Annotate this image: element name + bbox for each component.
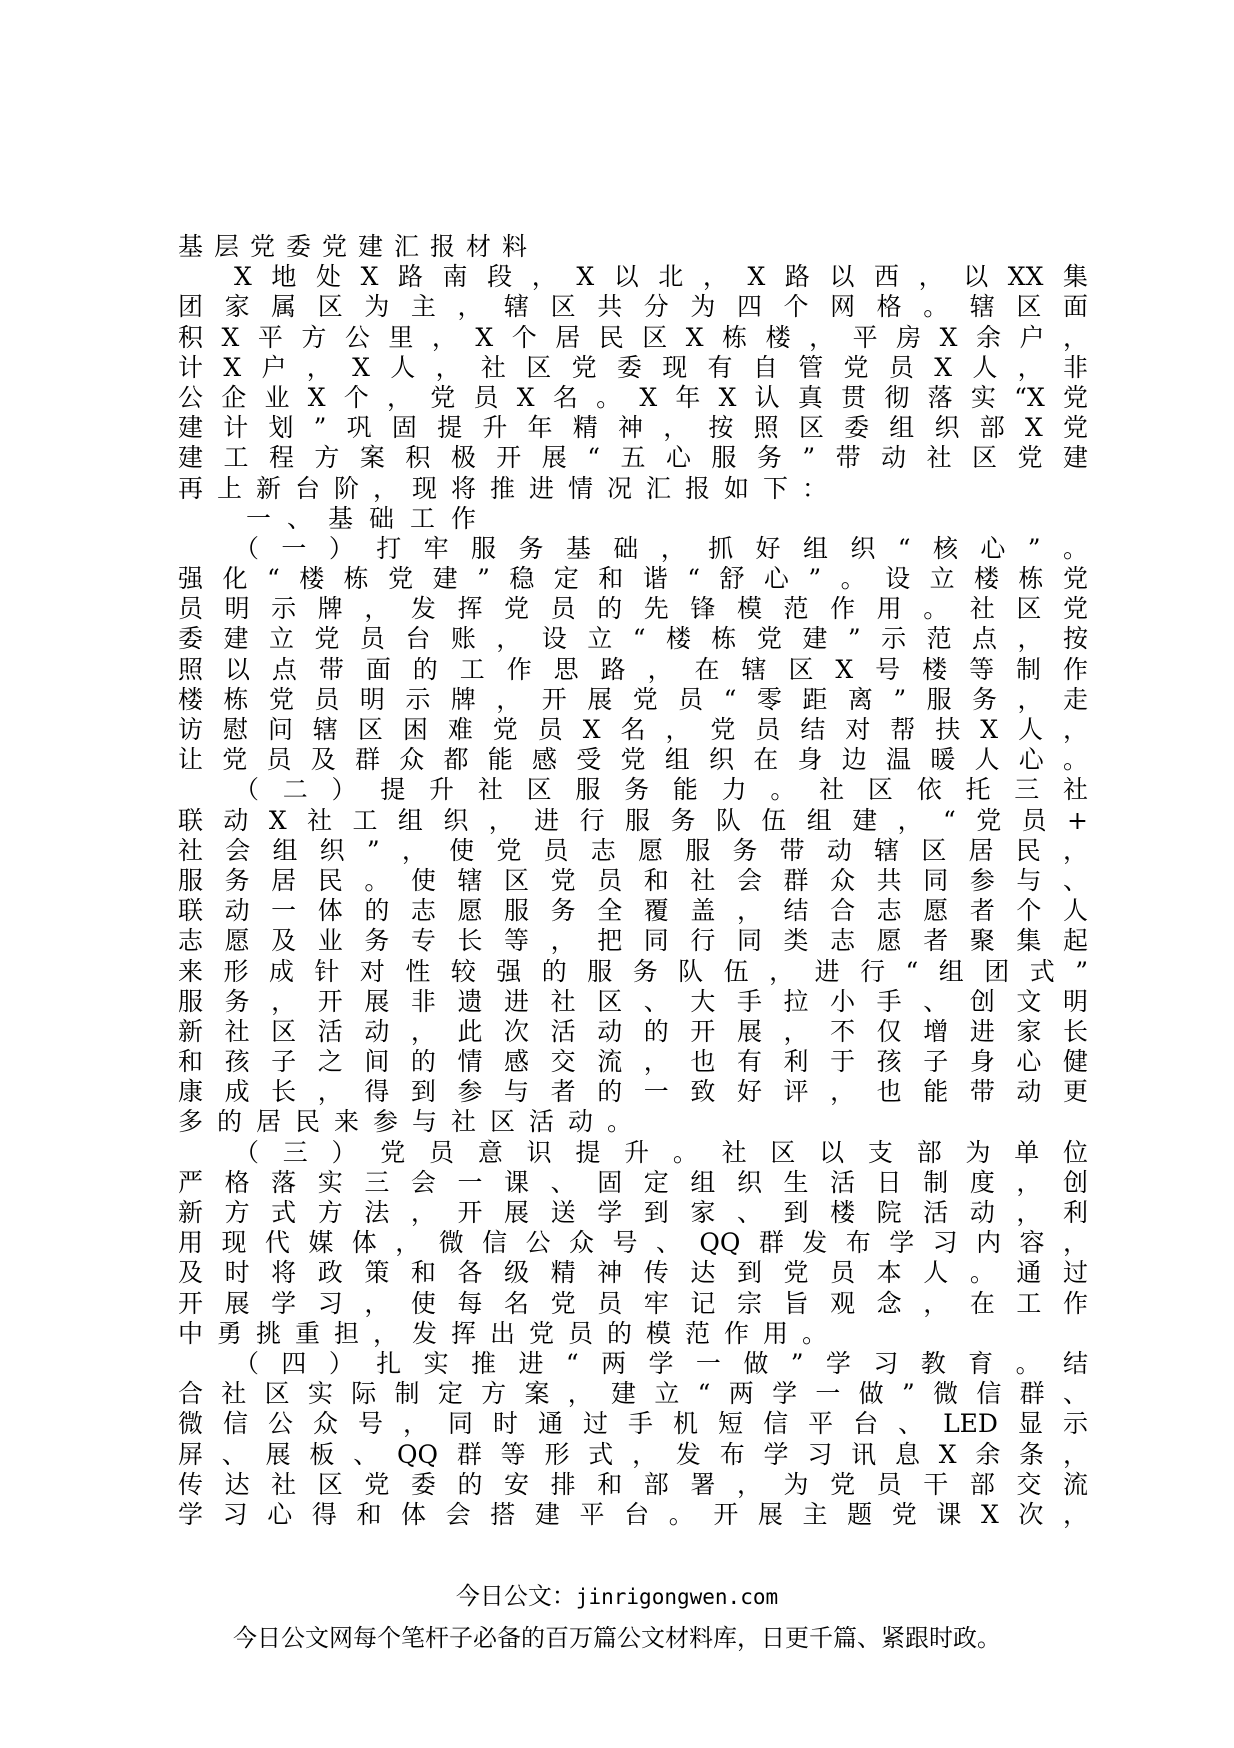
body-line: 社会组织”，使党员志愿服务带动辖区居民， [178, 835, 1088, 865]
footer-tagline: 今日公文网每个笔杆子必备的百万篇公文材料库，日更千篇、紧跟时政。 [233, 1624, 1001, 1652]
body-line: 建工程方案积极开展“五心服务”带动社区党建 [178, 443, 1088, 473]
body-line: 照以点带面的工作思路，在辖区X号楼等制作 [178, 654, 1088, 684]
body-line: 联动一体的志愿服务全覆盖，结合志愿者个人 [178, 896, 1088, 926]
body-line: 志愿及业务专长等，把同行同类志愿者聚集起 [178, 926, 1088, 956]
body-line: 用现代媒体，微信公众号、QQ群发布学习内容， [178, 1228, 1088, 1258]
footer-url-link[interactable]: jinrigongwen.com [575, 1585, 779, 1609]
body-line: 及时将政策和各级精神传达到党员本人。通过 [178, 1258, 1088, 1288]
body-line: 委建立党员台账，设立“楼栋党建”示范点，按 [178, 624, 1088, 654]
subsection-heading: （二）提升社区服务能力。社区依托三社 [234, 775, 1088, 805]
body-line: 积X平方公里，X个居民区X栋楼，平房X余户， [178, 322, 1088, 352]
body-line: 建计划”巩固提升年精神，按照区委组织部X党 [178, 413, 1088, 443]
body-line: 新方式方法，开展送学到家、到楼院活动，利 [178, 1198, 1088, 1227]
body-line: 访慰问辖区困难党员X名，党员结对帮扶X人， [178, 715, 1088, 744]
body-line: 中勇挑重担，发挥出党员的模范作用。 [178, 1318, 842, 1348]
body-line: 服务，开展非遗进社区、大手拉小手、创文明 [178, 986, 1088, 1016]
body-line: 康成长，得到参与者的一致好评，也能带动更 [178, 1077, 1088, 1107]
body-line: 楼栋党员明示牌，开展党员“零距离”服务，走 [178, 684, 1088, 714]
body-line: 传达社区党委的安排和部署，为党员干部交流 [178, 1469, 1088, 1499]
body-line: X地处X路南段，X以北，X路以西，以XX集 [234, 262, 1088, 292]
subsection-heading: （三）党员意识提升。社区以支部为单位 [234, 1137, 1088, 1167]
body-line: 微信公众号，同时通过手机短信平台、LED显示 [178, 1409, 1088, 1439]
body-line: 合社区实际制定方案，建立“两学一做”微信群、 [178, 1379, 1088, 1409]
document-body [178, 232, 1088, 1530]
body-line: 员明示牌，发挥党员的先锋模范作用。社区党 [178, 594, 1088, 624]
body-line: 再上新台阶，现将推进情况汇报如下： [178, 473, 842, 503]
footer-label: 今日公文： [455, 1582, 576, 1610]
subsection-heading: （一）打牢服务基础，抓好组织“核心”。 [234, 533, 1088, 563]
section-heading: 一、基础工作 [246, 503, 493, 533]
body-line: 开展学习，使每名党员牢记宗旨观念，在工作 [178, 1288, 1088, 1318]
body-line: 新社区活动，此次活动的开展，不仅增进家长 [178, 1016, 1088, 1046]
document-title: 基层党委党建汇报材料 [178, 232, 539, 261]
body-line: 多的居民来参与社区活动。 [178, 1107, 647, 1137]
body-line: 学习心得和体会搭建平台。开展主题党课X次， [178, 1499, 1088, 1529]
subsection-heading: （四）扎实推进“两学一做”学习教育。结 [234, 1348, 1088, 1378]
body-line: 计X户，X人，社区党委现有自管党员X人，非 [178, 352, 1088, 382]
body-line: 强化“楼栋党建”稳定和谐“舒心”。设立楼栋党 [178, 564, 1088, 594]
body-line: 屏、展板、QQ群等形式，发布学习讯息X余条， [178, 1439, 1088, 1469]
body-line: 团家属区为主，辖区共分为四个网格。辖区面 [178, 292, 1088, 322]
footer-source [0, 1580, 1234, 1613]
body-line: 来形成针对性较强的服务队伍，进行“组团式” [178, 956, 1088, 986]
body-line: 公企业X个，党员X名。X年X认真贯彻落实“X党 [178, 382, 1088, 412]
body-line: 联动X社工组织，进行服务队伍组建，“党员+ [178, 805, 1088, 835]
body-line: 让党员及群众都能感受党组织在身边温暖人心。 [178, 745, 1088, 775]
body-line: 严格落实三会一课、固定组织生活日制度，创 [178, 1167, 1088, 1197]
body-line: 和孩子之间的情感交流，也有利于孩子身心健 [178, 1047, 1088, 1077]
body-line: 服务居民。使辖区党员和社会群众共同参与、 [178, 865, 1088, 895]
